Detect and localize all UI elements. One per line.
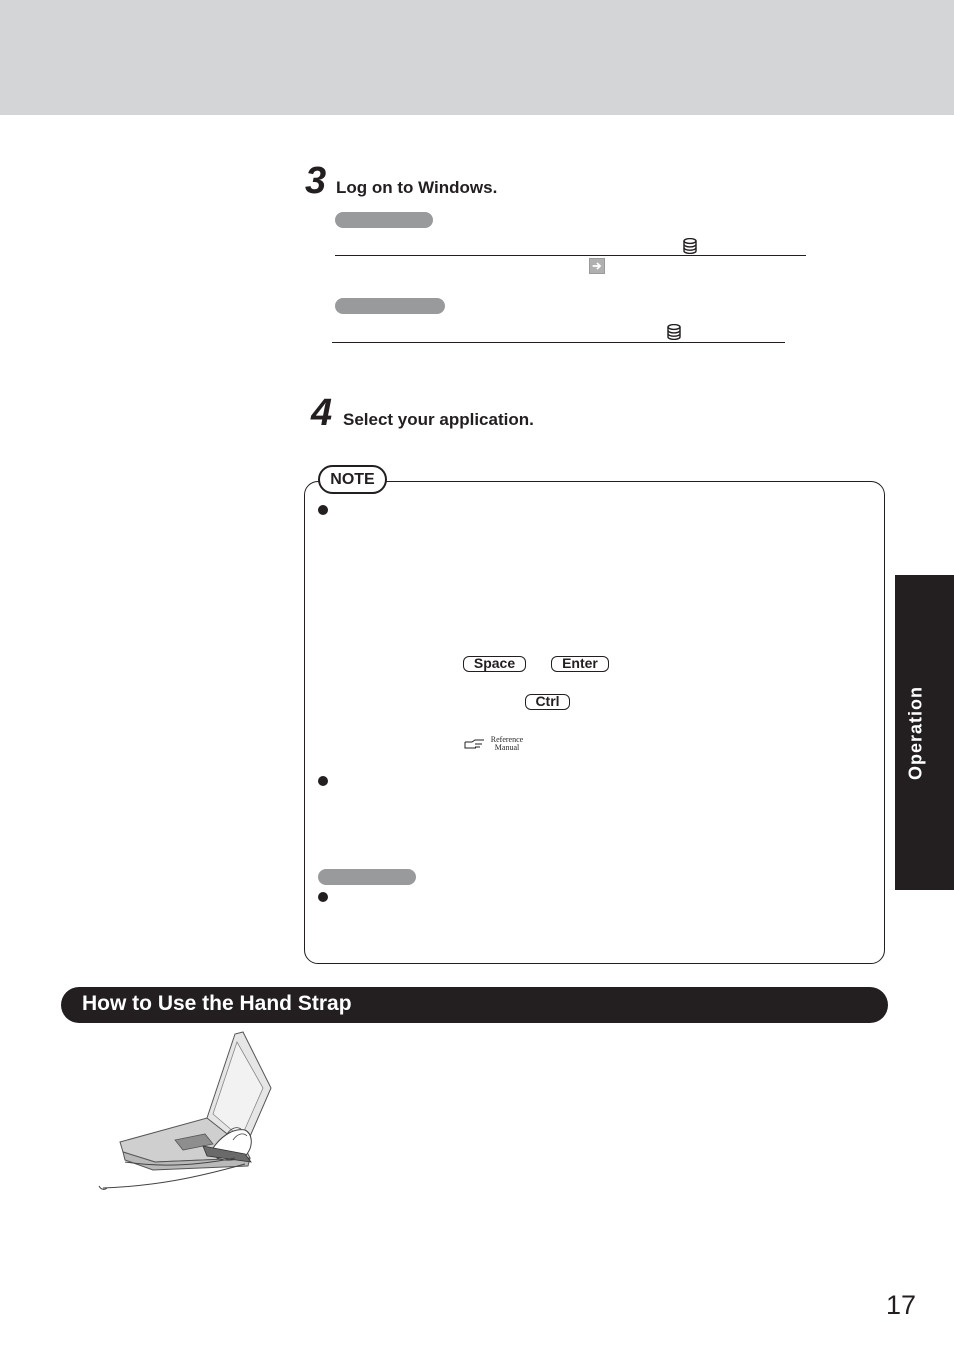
underline-rule — [335, 255, 806, 256]
arrow-right-icon — [589, 258, 605, 274]
pointing-hand-icon — [464, 738, 486, 750]
section-title: How to Use the Hand Strap — [82, 992, 352, 1015]
hand-strap-illustration — [95, 1030, 280, 1195]
manual-label: Manual — [494, 743, 520, 752]
key-ctrl: Ctrl — [525, 694, 570, 710]
key-enter: Enter — [551, 656, 609, 672]
side-tab-label: Operation — [905, 685, 926, 781]
note-box — [304, 481, 885, 964]
key-space: Space — [463, 656, 526, 672]
section-pill-1 — [335, 212, 433, 228]
step-3-text: Log on to Windows. — [336, 178, 498, 197]
bullet — [318, 776, 328, 786]
underline-rule — [332, 342, 785, 343]
note-tag: NOTE — [318, 465, 387, 494]
reference-label: Reference — [490, 735, 524, 744]
section-pill-3 — [318, 869, 416, 885]
step-4-text: Select your application. — [343, 410, 534, 429]
header-band — [0, 0, 954, 115]
page-number: 17 — [886, 1290, 917, 1320]
step-3-number: 3 — [305, 160, 327, 202]
section-pill-2 — [335, 298, 445, 314]
step-4-number: 4 — [311, 392, 333, 434]
bullet — [318, 505, 328, 515]
reference-manual-label — [488, 736, 526, 752]
disk-icon — [667, 324, 681, 340]
disk-icon — [683, 238, 697, 254]
bullet — [318, 892, 328, 902]
